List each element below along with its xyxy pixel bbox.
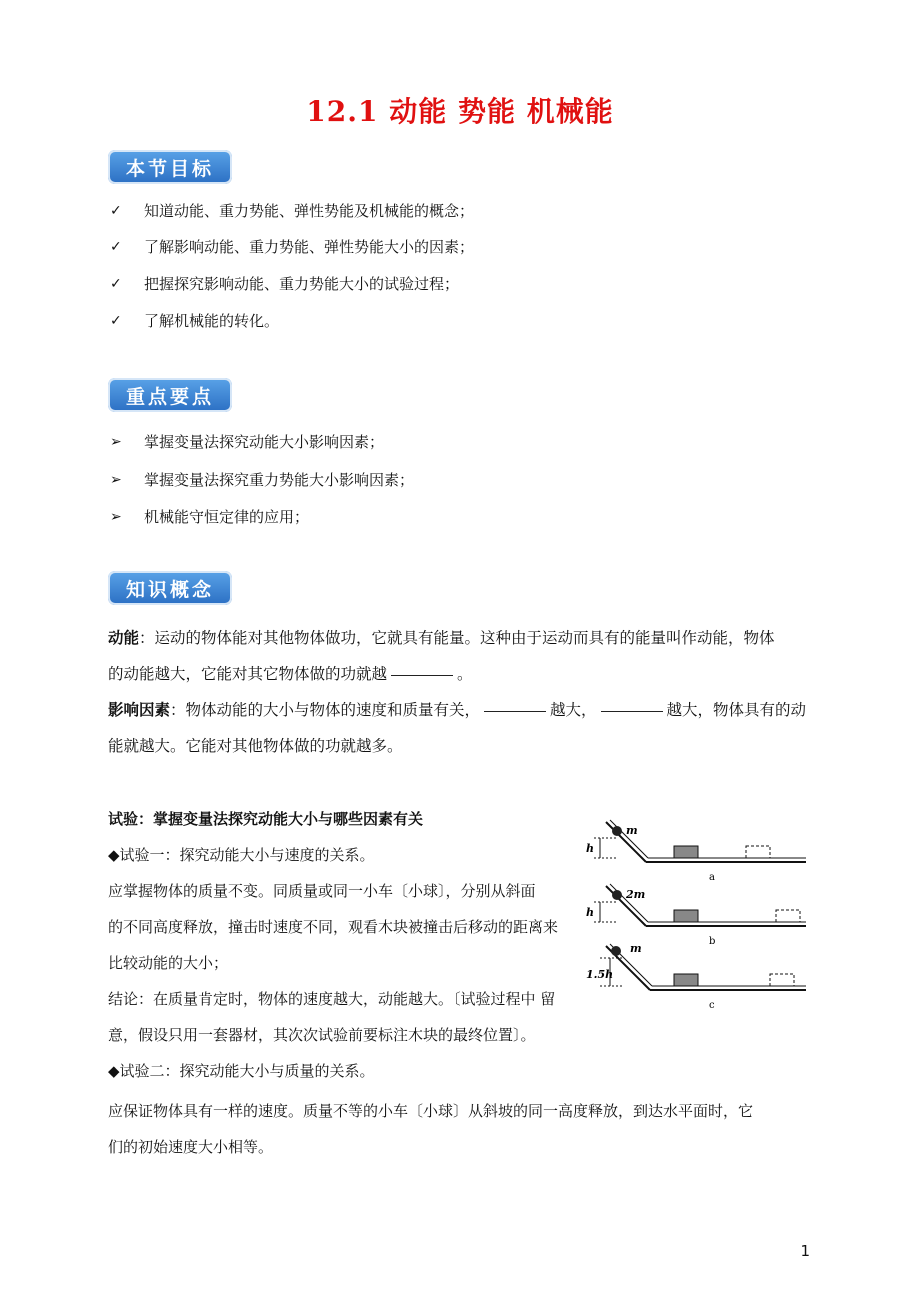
section-tag-goals: 本节目标 — [108, 150, 232, 184]
factors-line-1c: 越大，物体具有的动 — [666, 701, 807, 719]
goal-item — [110, 200, 474, 221]
goal-text: 了解机械能的转化。 — [144, 312, 280, 330]
height-label: h — [586, 906, 594, 919]
mass-label: m — [630, 942, 642, 955]
exp2-line: 应保证物体具有一样的速度。质量不等的小车〔小球〕从斜坡的同一高度释放，到达水平面时，它 — [108, 1102, 754, 1120]
keypoint-item — [110, 506, 309, 527]
kinetic-line-2-end: 。 — [457, 665, 473, 683]
kinetic-energy-paragraph — [108, 620, 818, 692]
section-tag-keypoints: 重点要点 — [108, 378, 232, 412]
fill-blank — [484, 710, 546, 712]
caption-label: b — [709, 936, 716, 947]
factors-line-1b: 越大， — [550, 701, 597, 719]
exp1-line: 意，假设只用一套器材，其次次试验前要标注木块的最终位置〕。 — [108, 1026, 536, 1044]
experiment-section — [108, 801, 588, 1089]
exp2-line: 们的初始速度大小相等。 — [108, 1138, 274, 1156]
wood-block — [674, 974, 698, 986]
goal-item — [110, 236, 474, 257]
mass-label: 2m — [626, 888, 646, 901]
section-tag-concepts: 知识概念 — [108, 571, 232, 605]
keypoint-item — [110, 469, 414, 490]
wood-block — [674, 846, 698, 858]
wood-block — [674, 910, 698, 922]
mass-label: m — [626, 824, 638, 837]
ball-icon — [612, 826, 622, 836]
factors-paragraph — [108, 692, 818, 764]
figure-row-a — [586, 820, 806, 883]
caption-label: c — [709, 1000, 715, 1011]
kinetic-line-2: 的动能越大，它能对其它物体做的功就越 — [108, 665, 388, 683]
goal-text: 了解影响动能、重力势能、弹性势能大小的因素； — [144, 238, 475, 256]
figure-row-c — [586, 942, 806, 1011]
ball-icon — [612, 890, 622, 900]
page-title: 12.1 动能 势能 机械能 — [306, 95, 614, 128]
height-label: 1.5h — [586, 968, 614, 981]
page-number: 1 — [800, 1242, 810, 1260]
exp1-line: 应掌握物体的质量不变。同质量或同一小车〔小球〕，分别从斜面 — [108, 882, 536, 900]
figure-row-b — [586, 884, 806, 947]
keypoint-item — [110, 431, 384, 452]
goal-item — [110, 273, 459, 294]
height-label: h — [586, 842, 594, 855]
check-icon: ✓ — [110, 238, 122, 255]
ball-icon — [611, 946, 621, 956]
factors-label: 影响因素 — [108, 700, 171, 719]
factors-line-2: 能就越大。它能对其他物体做的功就越多。 — [108, 737, 403, 755]
kinetic-label: 动能 — [108, 628, 140, 647]
ramp-experiment-figure — [586, 818, 808, 1014]
keypoint-text: 机械能守恒定律的应用； — [144, 508, 310, 526]
keypoint-text: 掌握变量法探究重力势能大小影响因素； — [144, 471, 415, 489]
exp1-line: 结论：在质量肯定时，物体的速度越大，动能越大。〔试验过程中 留 — [108, 990, 556, 1008]
fill-blank — [601, 710, 663, 712]
exp2-paragraph — [108, 1093, 818, 1165]
exp1-line: 的不同高度释放，撞击时速度不同，观看木块被撞击后移动的距离来 — [108, 918, 559, 936]
check-icon: ✓ — [110, 202, 122, 219]
exp2-title: ◆试验二：探究动能大小与质量的关系。 — [108, 1062, 375, 1080]
goal-item — [110, 310, 279, 331]
factors-line-1a: ：物体动能的大小与物体的速度和质量有关， — [170, 701, 481, 719]
fill-blank — [391, 674, 453, 676]
experiment-heading: 试验：掌握变量法探究动能大小与哪些因素有关 — [108, 810, 424, 828]
arrow-bullet-icon: ➢ — [110, 508, 122, 525]
kinetic-line-1: ：运动的物体能对其他物体做功，它就具有能量。这种由于运动而具有的能量叫作动能，物体 — [139, 629, 775, 647]
exp1-line: 比较动能的大小； — [108, 954, 229, 972]
caption-label: a — [709, 872, 715, 883]
goal-text: 知道动能、重力势能、弹性势能及机械能的概念； — [144, 202, 475, 220]
arrow-bullet-icon: ➢ — [110, 433, 122, 450]
check-icon: ✓ — [110, 312, 122, 329]
arrow-bullet-icon: ➢ — [110, 471, 122, 488]
goal-text: 把握探究影响动能、重力势能大小的试验过程； — [144, 275, 460, 293]
check-icon: ✓ — [110, 275, 122, 292]
exp1-title: ◆试验一：探究动能大小与速度的关系。 — [108, 846, 375, 864]
keypoint-text: 掌握变量法探究动能大小影响因素； — [144, 433, 385, 451]
